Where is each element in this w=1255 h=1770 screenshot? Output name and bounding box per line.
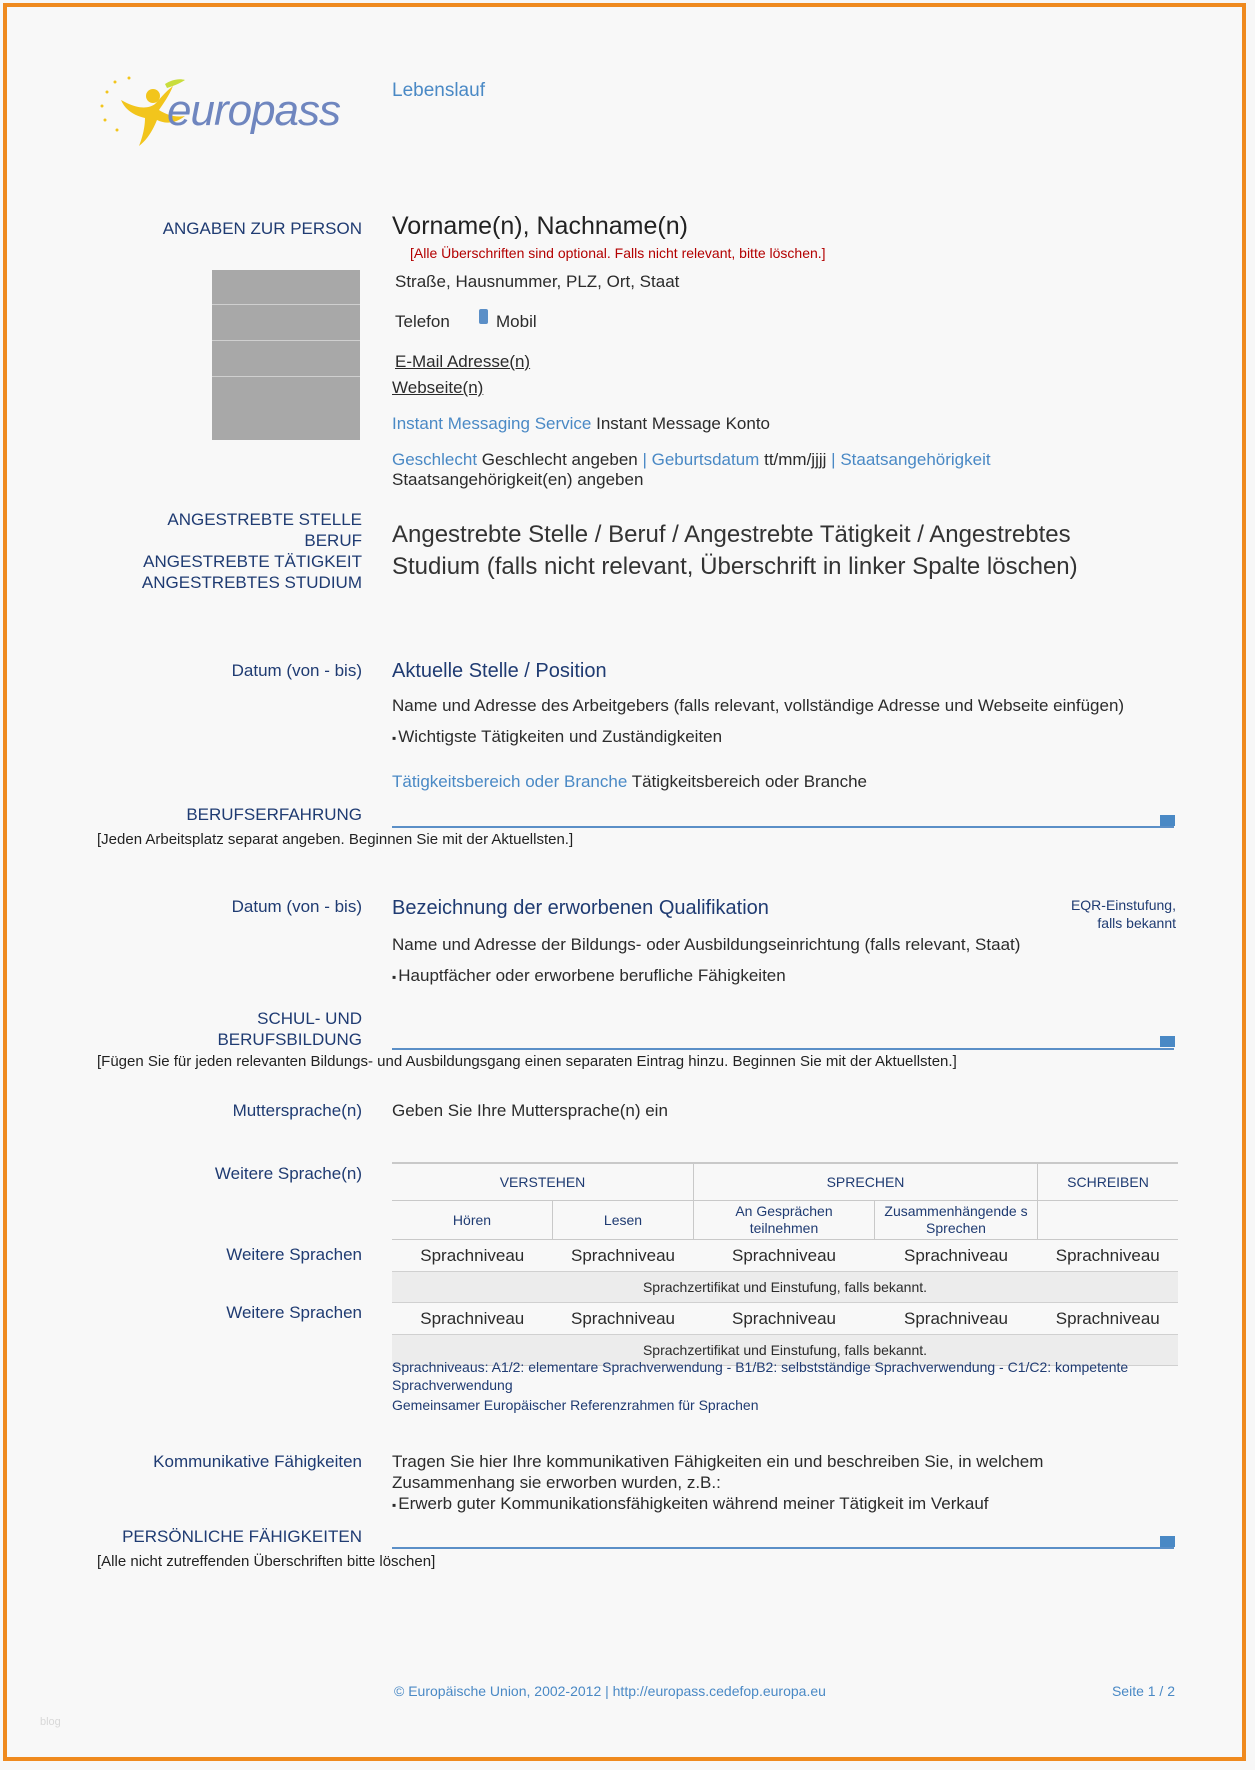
phone-label: Telefon	[395, 312, 450, 331]
address: Straße, Hausnummer, PLZ, Ort, Staat	[395, 272, 680, 291]
education-qualification: Bezeichnung der erworbenen Qualifikation	[392, 897, 769, 919]
watermark: blog	[40, 1716, 61, 1728]
level-cell: Sprachniveau	[420, 1245, 525, 1265]
optional-note: [Alle Überschriften sind optional. Falls nicht relevant, bitte löschen.]	[410, 245, 826, 261]
photo-divider	[212, 376, 360, 377]
education-date-label: Datum (von - bis)	[231, 897, 362, 916]
level-cell: Sprachniveau	[571, 1245, 675, 1265]
communication-line-1: Tragen Sie hier Ihre kommunikativen Fähigkeiten ein und beschreiben Sie, in welchem	[392, 1452, 1044, 1471]
other-languages-label: Weitere Sprache(n)	[214, 1164, 362, 1183]
personal-skills-divider	[392, 1547, 1174, 1549]
photo-divider	[212, 340, 360, 341]
nationality-value: Staatsangehörigkeit(en) angeben	[392, 470, 644, 489]
separator: |	[831, 450, 836, 469]
target-label-3: ANGESTREBTE TÄTIGKEIT	[143, 552, 362, 571]
level-cell: Sprachniveau	[904, 1308, 1008, 1328]
logo-text: europass	[167, 86, 341, 135]
communication-line-2: Zusammenhang sie erworben wurden, z.B.:	[392, 1473, 721, 1492]
mobile-phone-icon	[479, 309, 488, 324]
level-cell: Sprachniveau	[571, 1308, 675, 1328]
experience-bullet: ▪ Wichtigste Tätigkeiten und Zuständigkeiten	[392, 726, 722, 749]
details-line	[392, 449, 991, 470]
target-label-4: ANGESTREBTES STUDIUM	[141, 573, 362, 592]
personal-section-label: ANGABEN ZUR PERSON	[162, 219, 362, 238]
target-text-2: Studium (falls nicht relevant, Überschrift in linker Spalte löschen)	[392, 553, 1078, 580]
education-marker	[1160, 1036, 1175, 1047]
photo-divider	[212, 304, 360, 305]
certificate-row	[392, 1272, 1178, 1303]
language-row-label-1: Weitere Sprachen	[226, 1245, 362, 1264]
target-text-1: Angestrebte Stelle / Beruf / Angestrebte Tätigkeit / Angestrebtes	[392, 521, 1071, 548]
gender-label: Geschlecht	[392, 450, 478, 469]
im-label: Instant Messaging Service	[392, 414, 592, 433]
email-link[interactable]: E-Mail Adresse(n)	[395, 352, 531, 371]
footer-page-number: Seite 1 / 2	[1111, 1683, 1175, 1699]
experience-marker	[1160, 815, 1175, 826]
communication-label: Kommunikative Fähigkeiten	[153, 1452, 362, 1471]
level-cell: Sprachniveau	[420, 1308, 525, 1328]
gender-value: Geschlecht angeben	[481, 450, 638, 469]
europass-logo	[95, 70, 375, 160]
language-row-label-2: Weitere Sprachen	[226, 1303, 362, 1322]
certificate-cell: Sprachzertifikat und Einstufung, falls bekannt.	[392, 1335, 1178, 1366]
language-row	[392, 1240, 1178, 1272]
full-name: Vorname(n), Nachname(n)	[392, 212, 688, 240]
personal-skills-note: [Alle nicht zutreffenden Überschriften bitte löschen]	[97, 1553, 436, 1570]
employer: Name und Adresse des Arbeitgebers (falls relevant, vollständige Adresse und Webseite einfügen)	[392, 696, 1125, 715]
language-legend-2: Sprachverwendung	[392, 1377, 513, 1393]
certificate-cell: Sprachzertifikat und Einstufung, falls bekannt.	[392, 1272, 1178, 1303]
footer-copyright: © Europäische Union, 2002-2012 | http://europass.cedefop.europa.eu	[394, 1683, 826, 1699]
target-label-2: BERUF	[304, 531, 362, 550]
level-cell: Sprachniveau	[732, 1308, 836, 1328]
im-line	[392, 413, 770, 434]
doc-type: Lebenslauf	[392, 80, 485, 101]
language-header-row	[392, 1163, 1178, 1201]
sector-value: Tätigkeitsbereich oder Branche	[631, 772, 868, 791]
education-bullet: ▪ Hauptfächer oder erworbene berufliche Fähigkeiten	[392, 965, 786, 988]
education-title-2: BERUFSBILDUNG	[217, 1030, 362, 1049]
header-understanding: VERSTEHEN	[392, 1163, 694, 1201]
separator: |	[642, 450, 647, 469]
education-divider	[392, 1048, 1174, 1050]
language-subheader-row	[392, 1201, 1178, 1240]
experience-date-label: Datum (von - bis)	[231, 661, 362, 680]
education-title-1: SCHUL- UND	[257, 1009, 362, 1028]
mobile-label: Mobil	[496, 312, 537, 331]
experience-note: [Jeden Arbeitsplatz separat angeben. Beginnen Sie mit der Aktuellsten.]	[97, 831, 574, 848]
experience-position: Aktuelle Stelle / Position	[392, 660, 607, 682]
sub-production: Zusammenhängende s Sprechen	[875, 1201, 1038, 1240]
level-cell: Sprachniveau	[1055, 1245, 1160, 1265]
eqr-label-1: EQR-Einstufung,	[1070, 897, 1176, 913]
birth-value: tt/mm/jjjj	[764, 450, 827, 469]
education-note: [Fügen Sie für jeden relevanten Bildungs- und Ausbildungsgang einen separaten Eintrag hinzu. Beginnen Sie mit der Aktuellsten.]	[97, 1053, 957, 1070]
institution: Name und Adresse der Bildungs- oder Ausbildungseinrichtung (falls relevant, Staat)	[392, 935, 1021, 954]
photo-placeholder	[212, 270, 360, 440]
mother-tongue-label: Muttersprache(n)	[232, 1101, 362, 1120]
language-legend-1: Sprachniveaus: A1/2: elementare Sprachverwendung - B1/B2: selbstständige Sprachverwendung - C1/C2: kompetente	[392, 1359, 1129, 1375]
target-label-1: ANGESTREBTE STELLE	[167, 510, 362, 529]
birth-label: Geburtsdatum	[651, 450, 760, 469]
language-row	[392, 1303, 1178, 1335]
experience-section-title: BERUFSERFAHRUNG	[186, 805, 362, 824]
sub-reading: Lesen	[553, 1201, 694, 1240]
website-link[interactable]: Webseite(n)	[392, 378, 484, 397]
header-speaking: SPRECHEN	[694, 1163, 1038, 1201]
communication-bullet: ▪ Erwerb guter Kommunikationsfähigkeiten während meiner Tätigkeit im Verkauf	[392, 1493, 989, 1516]
level-cell: Sprachniveau	[732, 1245, 836, 1265]
eqr-label-2: falls bekannt	[1097, 915, 1176, 931]
experience-divider	[392, 826, 1174, 828]
im-value: Instant Message Konto	[596, 414, 771, 433]
sub-listening: Hören	[392, 1201, 553, 1240]
sector-line	[392, 771, 867, 792]
header-writing: SCHREIBEN	[1038, 1163, 1179, 1201]
personal-skills-title: PERSÖNLICHE FÄHIGKEITEN	[122, 1527, 362, 1546]
level-cell: Sprachniveau	[1055, 1308, 1160, 1328]
mother-tongue-value: Geben Sie Ihre Muttersprache(n) ein	[392, 1101, 668, 1120]
level-cell: Sprachniveau	[904, 1245, 1008, 1265]
sector-label: Tätigkeitsbereich oder Branche	[392, 772, 628, 791]
language-legend-3: Gemeinsamer Europäischer Referenzrahmen für Sprachen	[392, 1397, 759, 1413]
personal-skills-marker	[1160, 1536, 1175, 1547]
language-table	[392, 1162, 1178, 1366]
nationality-label: Staatsangehörigkeit	[840, 450, 991, 469]
sub-writing-empty	[1038, 1201, 1179, 1240]
sub-interaction: An Gesprächen teilnehmen	[694, 1201, 875, 1240]
